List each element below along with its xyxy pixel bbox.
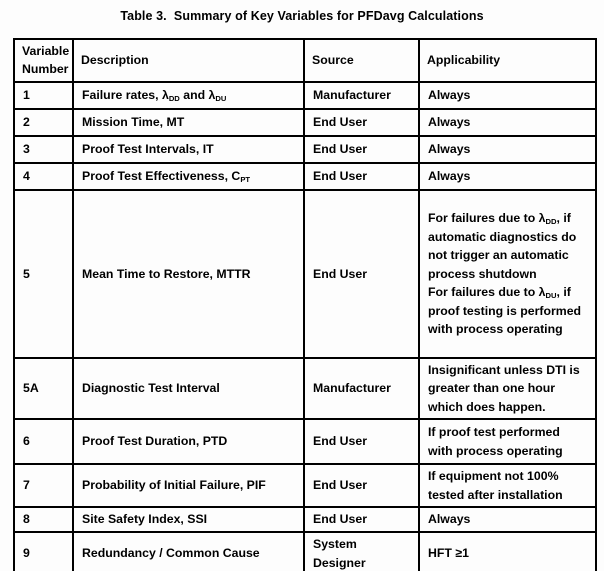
applicability-cell: Always [419, 163, 596, 190]
source-cell: End User [304, 190, 419, 358]
variable-number-cell: 8 [14, 507, 73, 532]
applicability-cell: Insignificant unless DTI is greater than one hour which does happen. [419, 358, 596, 419]
column-header-description: Description [73, 39, 304, 82]
header-row [14, 39, 596, 82]
variable-number-cell: 1 [14, 82, 73, 109]
source-cell: End User [304, 464, 419, 507]
table-row-3 [14, 136, 596, 163]
description-cell: Mean Time to Restore, MTTR [73, 190, 304, 358]
description-cell: Redundancy / Common Cause [73, 532, 304, 571]
variable-number-cell: 5A [14, 358, 73, 419]
variable-number-cell: 5 [14, 190, 73, 358]
table-row-9 [14, 532, 596, 571]
description-cell: Proof Test Effectiveness, $C_{PT}$ [73, 163, 304, 190]
source-cell: End User [304, 507, 419, 532]
description-cell: Failure rates, $\lambda_{DD}$ and $\lambda_{DU}$ [73, 82, 304, 109]
applicability-cell: HFT ≥1 [419, 532, 596, 571]
source-cell: End User [304, 136, 419, 163]
applicability-paragraph: For failures due to $\lambda_{DU}$, if proof testing is performed with process operating [428, 285, 582, 336]
variable-number-cell: 3 [14, 136, 73, 163]
variable-number-cell: 6 [14, 419, 73, 464]
applicability-cell: If equipment not 100% tested after installation [419, 464, 596, 507]
variable-number-cell: 7 [14, 464, 73, 507]
table-row-1 [14, 82, 596, 109]
table-row-2 [14, 109, 596, 136]
description-cell: Proof Test Intervals, IT [73, 136, 304, 163]
description-cell: Mission Time, MT [73, 109, 304, 136]
table-row-5 [14, 190, 596, 358]
variable-number-cell: 2 [14, 109, 73, 136]
applicability-cell: Always [419, 507, 596, 532]
source-cell: Manufacturer [304, 358, 419, 419]
table-caption: Table 3. Summary of Key Variables for PFDavg Calculations [120, 9, 484, 23]
applicability-cell: If proof test performed with process operating [419, 419, 596, 464]
source-cell: Manufacturer [304, 82, 419, 109]
description-cell: Proof Test Duration, PTD [73, 419, 304, 464]
source-cell: System Designer [304, 532, 419, 571]
table-row-8 [14, 507, 596, 532]
table-row-5a [14, 358, 596, 419]
column-header-source: Source [304, 39, 419, 82]
source-cell: End User [304, 419, 419, 464]
table-row-6 [14, 419, 596, 464]
column-header-variable-number: Variable Number [14, 39, 73, 82]
applicability-cell [419, 190, 596, 358]
table-row-7 [14, 464, 596, 507]
applicability-cell: Always [419, 82, 596, 109]
variable-number-cell: 4 [14, 163, 73, 190]
table-row-4 [14, 163, 596, 190]
applicability-paragraph: For failures due to $\lambda_{DD}$, if automatic diagnostics do not trigger an automatic process shutdown [428, 211, 577, 281]
applicability-cell: Always [419, 109, 596, 136]
variable-number-cell: 9 [14, 532, 73, 571]
source-cell: End User [304, 109, 419, 136]
source-cell: End User [304, 163, 419, 190]
description-cell: Probability of Initial Failure, PIF [73, 464, 304, 507]
applicability-cell: Always [419, 136, 596, 163]
column-header-applicability: Applicability [419, 39, 596, 82]
description-cell: Diagnostic Test Interval [73, 358, 304, 419]
variables-table [13, 38, 597, 571]
description-cell: Site Safety Index, SSI [73, 507, 304, 532]
